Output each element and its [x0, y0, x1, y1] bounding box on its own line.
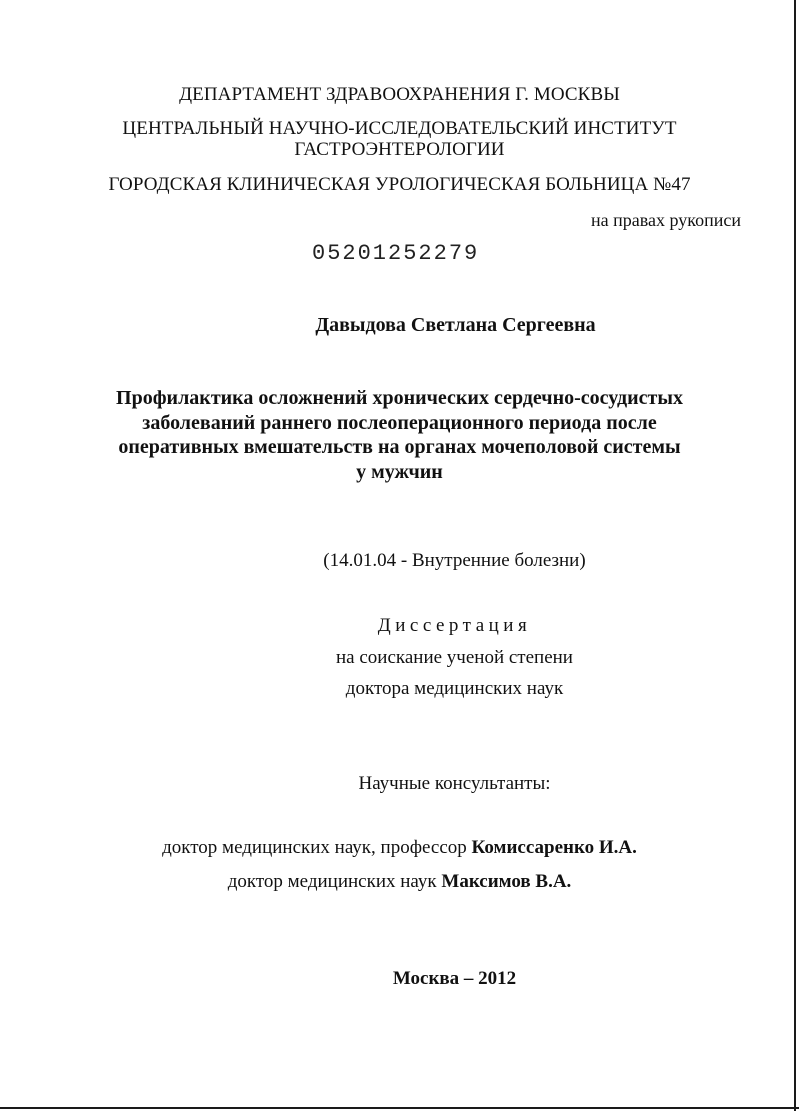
- consultant-1-name: Комиссаренко И.А.: [471, 837, 637, 858]
- title-line-4: у мужчин: [356, 461, 443, 483]
- title-line-2: заболеваний раннего послеоперационного периода после: [142, 412, 657, 434]
- scan-border-right: [794, 0, 796, 1111]
- document-type: Диссертация: [377, 615, 532, 636]
- specialty-code: (14.01.04 - Внутренние болезни): [323, 550, 586, 571]
- consultant-1: [0, 837, 799, 859]
- degree-line-1: на соискание ученой степени: [336, 647, 573, 668]
- registration-code-stamp: 05201252279: [312, 241, 480, 266]
- title-line-1: Профилактика осложнений хронических сердечно-сосудистых: [116, 387, 683, 409]
- degree-line-2: доктора медицинских наук: [345, 678, 564, 699]
- hospital-heading: ГОРОДСКАЯ КЛИНИЧЕСКАЯ УРОЛОГИЧЕСКАЯ БОЛЬНИЦА №47: [108, 174, 691, 195]
- consultant-2: [0, 871, 799, 893]
- consultant-2-title: доктор медицинских наук: [227, 871, 437, 892]
- scan-border-bottom: [0, 1107, 799, 1109]
- city-year: Москва – 2012: [392, 968, 517, 989]
- department-heading: ДЕПАРТАМЕНТ ЗДРАВООХРАНЕНИЯ Г. МОСКВЫ: [179, 84, 620, 105]
- consultant-2-name: Максимов В.А.: [441, 871, 572, 892]
- title-line-3: оперативных вмешательств на органах мочеполовой системы: [118, 436, 681, 458]
- institute-heading-line-2: ГАСТРОЭНТЕРОЛОГИИ: [294, 139, 505, 160]
- author-name: Давыдова Светлана Сергеевна: [315, 314, 596, 336]
- consultants-heading: Научные консультанты:: [358, 773, 551, 794]
- institute-heading-line-1: ЦЕНТРАЛЬНЫЙ НАУЧНО-ИССЛЕДОВАТЕЛЬСКИЙ ИНСТИТУТ: [122, 118, 677, 139]
- consultant-1-title: доктор медицинских наук, профессор: [162, 837, 467, 858]
- manuscript-note: на правах рукописи: [591, 210, 741, 230]
